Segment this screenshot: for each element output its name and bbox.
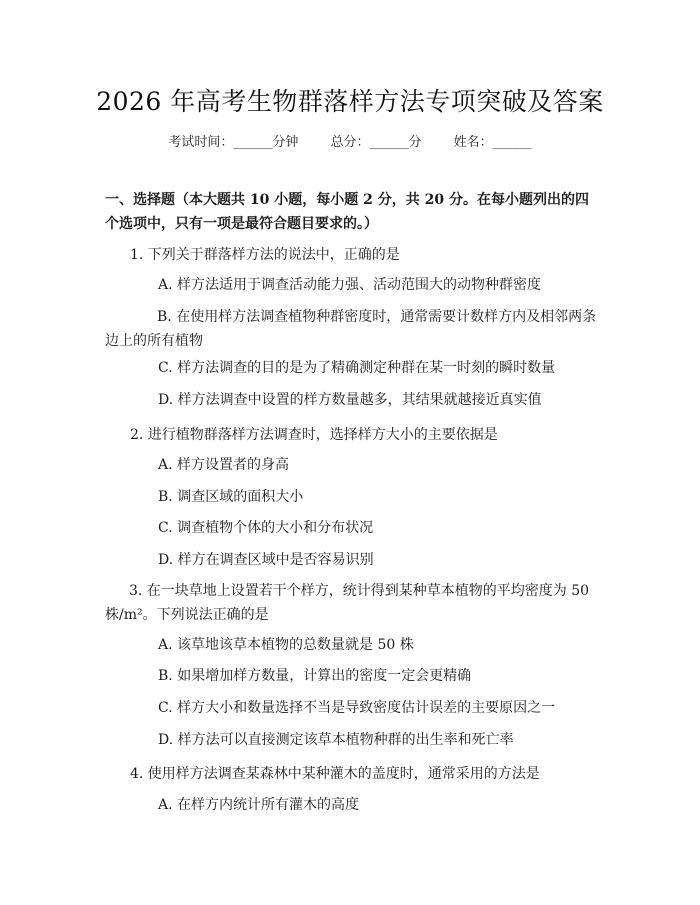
question-3-stem: 3. 在一块草地上设置若干个样方，统计得到某种草本植物的平均密度为 50 株/m²。下列说法正确的是: [105, 583, 590, 623]
total-score-field: 总分：______分: [330, 135, 422, 150]
question-2-option-a: A. 样方设置者的身高: [158, 457, 290, 473]
question-2-option-d: D. 样方在调查区域中是否容易识别: [158, 552, 374, 568]
question-2-option-c: C. 调查植物个体的大小和分布状况: [158, 520, 374, 536]
question-4-option-a: A. 在样方内统计所有灌木的高度: [158, 797, 360, 813]
page-title: 2026 年高考生物群落样方法专项突破及答案: [96, 87, 604, 116]
question-2-stem: 2. 进行植物群落样方法调查时，选择样方大小的主要依据是: [130, 427, 498, 443]
section-heading: 一、选择题（本大题共 10 小题，每小题 2 分，共 20 分。在每小题列出的四个选项中，只有一项是最符合题目要求的。）: [105, 192, 589, 232]
question-2-option-b: B. 调查区域的面积大小: [158, 489, 304, 505]
exam-time-field: 考试时间：______分钟: [168, 135, 299, 150]
exam-info-line: [0, 131, 700, 150]
student-name-field: 姓名：______: [453, 135, 532, 150]
question-1-option-b: B. 在使用样方法调查植物种群密度时，通常需要计数样方内及相邻两条边上的所有植物: [105, 309, 597, 349]
question-3-option-d: D. 样方法可以直接测定该草本植物种群的出生率和死亡率: [158, 732, 514, 748]
question-1-option-c: C. 样方法调查的目的是为了精确测定种群在某一时刻的瞬时数量: [158, 360, 556, 376]
question-1-option-d: D. 样方法调查中设置的样方数量越多，其结果就越接近真实值: [158, 392, 542, 408]
question-3-option-a: A. 该草地该草本植物的总数量就是 50 株: [158, 637, 414, 653]
question-1-option-a: A. 样方法适用于调查活动能力强、活动范围大的动物种群密度: [158, 277, 542, 293]
question-3-option-c: C. 样方大小和数量选择不当是导致密度估计误差的主要原因之一: [158, 700, 556, 716]
question-4-stem: 4. 使用样方法调查某森林中某种灌木的盖度时，通常采用的方法是: [130, 766, 540, 782]
question-3-option-b: B. 如果增加样方数量，计算出的密度一定会更精确: [158, 668, 472, 684]
question-1-stem: 1. 下列关于群落样方法的说法中，正确的是: [130, 247, 400, 263]
